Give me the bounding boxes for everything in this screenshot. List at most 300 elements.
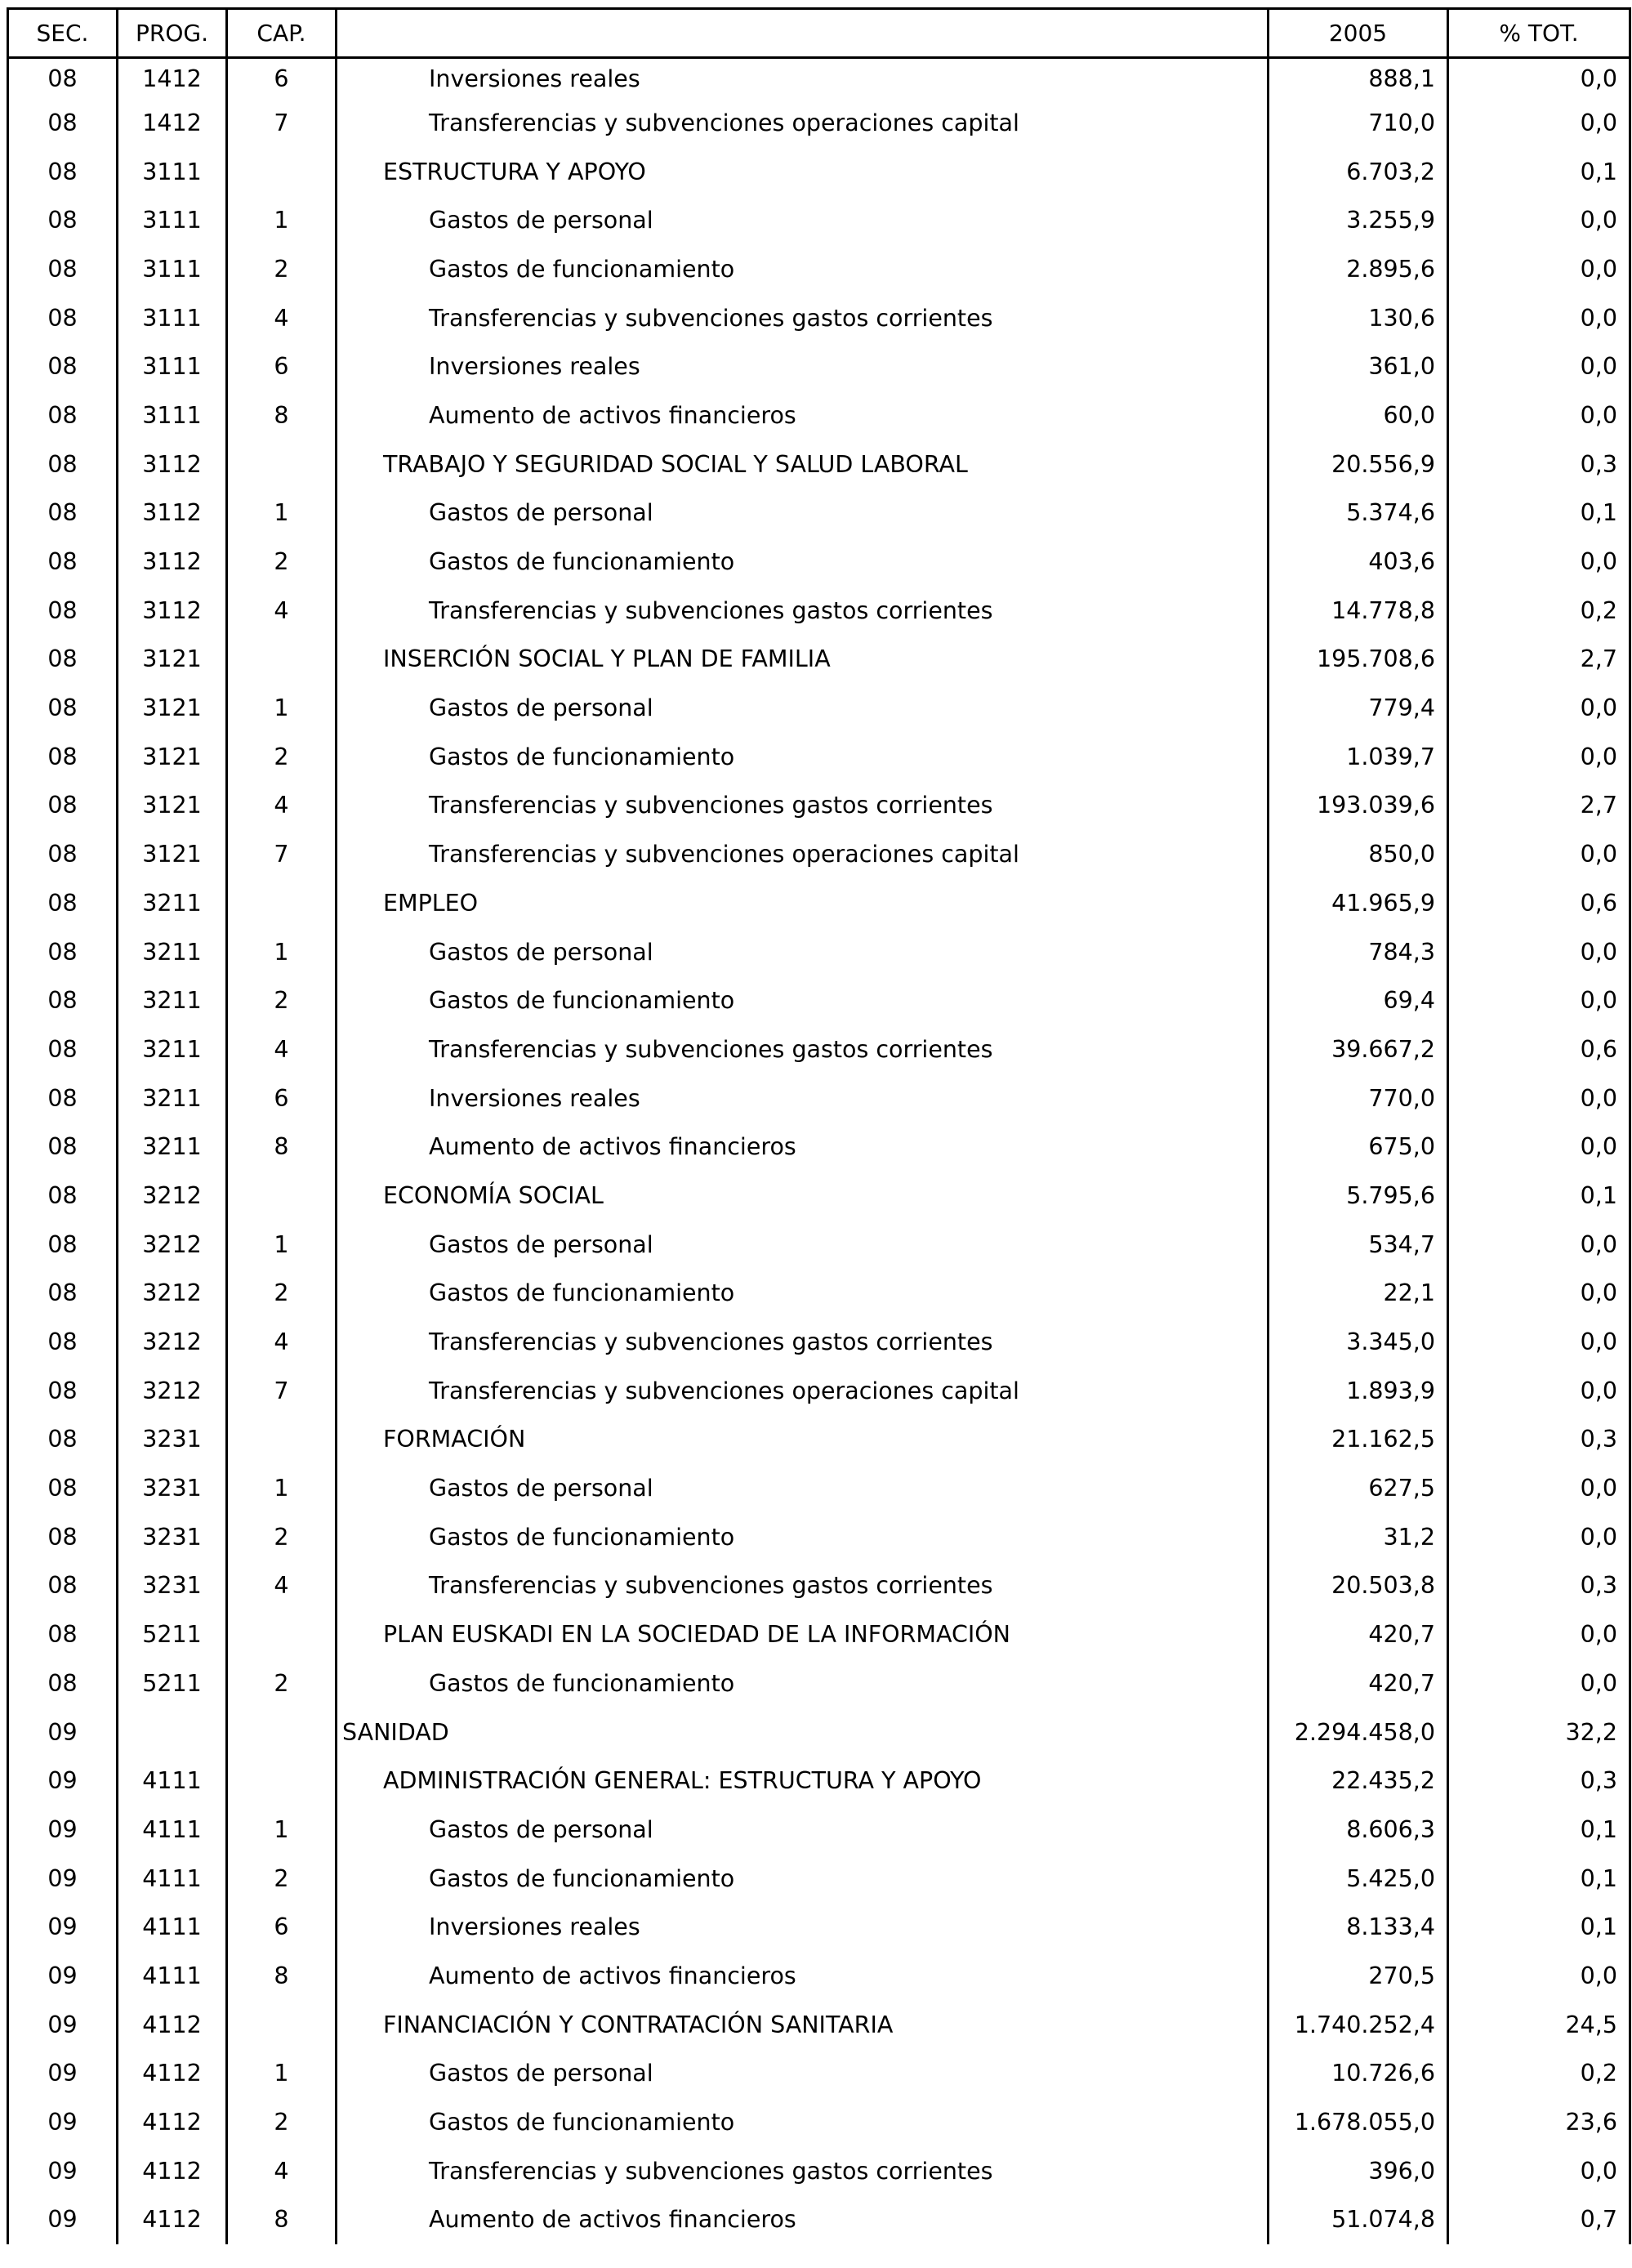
cell-prog: 3211 [118,1025,227,1074]
cell-cap [227,147,337,196]
cell-description: Gastos de funcionamiento [337,1854,1269,1903]
table-row [8,2000,1630,2049]
cell-description: Aumento de activos financieros [337,2195,1269,2244]
cell-prog: 3212 [118,1220,227,1269]
table-row [8,1025,1630,1074]
cell-pct-total: 0,0 [1448,1074,1630,1123]
cell-cap: 7 [227,830,337,879]
cell-prog: 4112 [118,2146,227,2195]
cell-sec: 09 [8,1952,118,2001]
cell-prog: 3211 [118,1074,227,1123]
table-row [8,1318,1630,1367]
table-row [8,732,1630,781]
cell-amount-2005: 51.074,8 [1269,2195,1448,2244]
cell-description: ESTRUCTURA Y APOYO [337,147,1269,196]
cell-prog: 3121 [118,830,227,879]
cell-prog: 3112 [118,538,227,587]
table-row [8,927,1630,976]
cell-pct-total: 32,2 [1448,1708,1630,1757]
cell-description: Gastos de funcionamiento [337,1512,1269,1561]
table-row [8,440,1630,489]
cell-amount-2005: 60,0 [1269,391,1448,440]
cell-amount-2005: 675,0 [1269,1123,1448,1172]
cell-sec: 08 [8,781,118,830]
cell-sec: 08 [8,489,118,538]
cell-prog: 4112 [118,2098,227,2147]
cell-pct-total: 0,0 [1448,196,1630,245]
cell-description: PLAN EUSKADI EN LA SOCIEDAD DE LA INFORMACIÓN [337,1610,1269,1659]
cell-pct-total: 0,1 [1448,1903,1630,1952]
header-description [337,9,1269,58]
cell-cap: 8 [227,391,337,440]
table-row [8,147,1630,196]
cell-cap: 2 [227,538,337,587]
cell-pct-total: 0,0 [1448,1464,1630,1513]
cell-description: SANIDAD [337,1708,1269,1757]
cell-amount-2005: 8.606,3 [1269,1806,1448,1855]
cell-sec: 08 [8,879,118,928]
cell-description: Gastos de personal [337,684,1269,733]
cell-amount-2005: 8.133,4 [1269,1903,1448,1952]
header-row [8,9,1630,58]
cell-amount-2005: 22,1 [1269,1269,1448,1318]
cell-cap: 4 [227,2146,337,2195]
cell-description: Gastos de funcionamiento [337,976,1269,1025]
cell-description: Transferencias y subvenciones gastos corrientes [337,2146,1269,2195]
cell-amount-2005: 1.740.252,4 [1269,2000,1448,2049]
cell-prog: 3111 [118,342,227,391]
cell-prog: 3231 [118,1561,227,1610]
cell-cap: 2 [227,1269,337,1318]
cell-prog: 3212 [118,1318,227,1367]
cell-amount-2005: 1.039,7 [1269,732,1448,781]
cell-prog: 3121 [118,781,227,830]
cell-cap: 1 [227,1220,337,1269]
cell-description: Transferencias y subvenciones operaciones capital [337,99,1269,148]
cell-description: EMPLEO [337,879,1269,928]
cell-pct-total: 0,0 [1448,927,1630,976]
cell-pct-total: 0,0 [1448,1123,1630,1172]
cell-description: FINANCIACIÓN Y CONTRATACIÓN SANITARIA [337,2000,1269,2049]
cell-amount-2005: 69,4 [1269,976,1448,1025]
cell-description: Gastos de personal [337,1464,1269,1513]
cell-pct-total: 0,1 [1448,489,1630,538]
cell-description: ADMINISTRACIÓN GENERAL: ESTRUCTURA Y APOYO [337,1757,1269,1806]
cell-amount-2005: 784,3 [1269,927,1448,976]
table-row [8,1708,1630,1757]
cell-description: Gastos de personal [337,927,1269,976]
cell-sec: 09 [8,1806,118,1855]
table-row [8,342,1630,391]
cell-prog: 4111 [118,1952,227,2001]
cell-amount-2005: 10.726,6 [1269,2049,1448,2098]
cell-cap: 4 [227,1318,337,1367]
cell-sec: 08 [8,1610,118,1659]
table-row [8,1269,1630,1318]
table-body [8,58,1630,2244]
cell-sec: 09 [8,2098,118,2147]
cell-cap: 1 [227,684,337,733]
table-row [8,781,1630,830]
cell-sec: 08 [8,635,118,684]
cell-amount-2005: 3.345,0 [1269,1318,1448,1367]
cell-prog: 3111 [118,196,227,245]
cell-amount-2005: 2.895,6 [1269,245,1448,294]
cell-description: Transferencias y subvenciones gastos corrientes [337,781,1269,830]
cell-prog: 1412 [118,58,227,99]
cell-prog: 4112 [118,2049,227,2098]
cell-prog: 3212 [118,1269,227,1318]
table-row [8,196,1630,245]
cell-cap: 4 [227,781,337,830]
cell-pct-total: 0,0 [1448,830,1630,879]
cell-prog: 3212 [118,1366,227,1415]
cell-cap: 6 [227,1074,337,1123]
cell-amount-2005: 39.667,2 [1269,1025,1448,1074]
cell-pct-total: 0,0 [1448,684,1630,733]
cell-pct-total: 0,0 [1448,342,1630,391]
cell-amount-2005: 22.435,2 [1269,1757,1448,1806]
cell-sec: 08 [8,1415,118,1464]
table-row [8,1512,1630,1561]
cell-prog: 3111 [118,293,227,342]
cell-cap: 8 [227,1952,337,2001]
cell-pct-total: 0,0 [1448,1659,1630,1708]
cell-amount-2005: 20.556,9 [1269,440,1448,489]
cell-cap [227,635,337,684]
cell-description: Gastos de funcionamiento [337,732,1269,781]
table-row [8,2195,1630,2244]
cell-prog: 3211 [118,927,227,976]
cell-cap: 8 [227,1123,337,1172]
table-row [8,1561,1630,1610]
cell-cap [227,1757,337,1806]
cell-sec: 08 [8,1464,118,1513]
cell-prog: 3112 [118,489,227,538]
cell-prog: 3211 [118,1123,227,1172]
header-prog: PROG. [118,9,227,58]
cell-cap: 1 [227,927,337,976]
cell-pct-total: 0,0 [1448,732,1630,781]
cell-cap: 1 [227,1806,337,1855]
cell-pct-total: 0,6 [1448,879,1630,928]
cell-description: Transferencias y subvenciones operaciones capital [337,1366,1269,1415]
cell-amount-2005: 20.503,8 [1269,1561,1448,1610]
cell-amount-2005: 420,7 [1269,1610,1448,1659]
cell-amount-2005: 770,0 [1269,1074,1448,1123]
cell-pct-total: 0,0 [1448,1220,1630,1269]
cell-description: Transferencias y subvenciones gastos corrientes [337,293,1269,342]
cell-sec: 08 [8,684,118,733]
cell-cap [227,1610,337,1659]
table-row [8,684,1630,733]
cell-amount-2005: 403,6 [1269,538,1448,587]
cell-cap [227,2000,337,2049]
cell-sec: 08 [8,1318,118,1367]
cell-pct-total: 0,3 [1448,1415,1630,1464]
cell-pct-total: 0,2 [1448,2049,1630,2098]
cell-sec: 08 [8,1123,118,1172]
cell-amount-2005: 2.294.458,0 [1269,1708,1448,1757]
cell-sec: 08 [8,1074,118,1123]
cell-amount-2005: 361,0 [1269,342,1448,391]
cell-amount-2005: 21.162,5 [1269,1415,1448,1464]
cell-prog: 3211 [118,976,227,1025]
cell-cap: 6 [227,1903,337,1952]
cell-description: INSERCIÓN SOCIAL Y PLAN DE FAMILIA [337,635,1269,684]
cell-sec: 09 [8,2146,118,2195]
table-row [8,1854,1630,1903]
cell-sec: 08 [8,1172,118,1221]
cell-description: ECONOMÍA SOCIAL [337,1172,1269,1221]
cell-amount-2005: 710,0 [1269,99,1448,148]
cell-prog: 5211 [118,1610,227,1659]
table-row [8,2049,1630,2098]
header-pct-total: % TOT. [1448,9,1630,58]
cell-sec: 09 [8,2049,118,2098]
cell-pct-total: 0,1 [1448,147,1630,196]
cell-cap: 2 [227,1512,337,1561]
cell-amount-2005: 5.425,0 [1269,1854,1448,1903]
cell-pct-total: 2,7 [1448,781,1630,830]
cell-prog [118,1708,227,1757]
cell-cap: 2 [227,1659,337,1708]
cell-cap: 2 [227,2098,337,2147]
table-row [8,1952,1630,2001]
cell-description: Aumento de activos financieros [337,1123,1269,1172]
cell-amount-2005: 14.778,8 [1269,586,1448,635]
cell-sec: 08 [8,440,118,489]
cell-cap: 4 [227,1025,337,1074]
cell-amount-2005: 41.965,9 [1269,879,1448,928]
header-cap: CAP. [227,9,337,58]
cell-description: Inversiones reales [337,1903,1269,1952]
table-row [8,99,1630,148]
cell-prog: 3211 [118,879,227,928]
cell-sec: 08 [8,1269,118,1318]
table-row [8,1074,1630,1123]
cell-cap: 2 [227,245,337,294]
cell-sec: 08 [8,196,118,245]
cell-prog: 3212 [118,1172,227,1221]
table-row [8,635,1630,684]
cell-sec: 08 [8,342,118,391]
table-row [8,976,1630,1025]
cell-amount-2005: 396,0 [1269,2146,1448,2195]
cell-sec: 08 [8,976,118,1025]
cell-pct-total: 0,0 [1448,58,1630,99]
table-row [8,586,1630,635]
cell-description: Gastos de funcionamiento [337,1659,1269,1708]
cell-amount-2005: 779,4 [1269,684,1448,733]
cell-pct-total: 0,3 [1448,440,1630,489]
cell-prog: 3231 [118,1464,227,1513]
cell-description: Inversiones reales [337,342,1269,391]
table-row [8,1415,1630,1464]
cell-pct-total: 0,3 [1448,1757,1630,1806]
cell-cap [227,879,337,928]
cell-pct-total: 0,0 [1448,1610,1630,1659]
cell-description: Transferencias y subvenciones gastos corrientes [337,586,1269,635]
cell-prog: 4111 [118,1806,227,1855]
cell-cap [227,1415,337,1464]
cell-pct-total: 0,2 [1448,586,1630,635]
table-row [8,293,1630,342]
cell-prog: 3112 [118,440,227,489]
cell-description: Gastos de funcionamiento [337,2098,1269,2147]
cell-pct-total: 0,0 [1448,1269,1630,1318]
cell-amount-2005: 1.893,9 [1269,1366,1448,1415]
cell-description: Aumento de activos financieros [337,1952,1269,2001]
cell-description: FORMACIÓN [337,1415,1269,1464]
table-row [8,2098,1630,2147]
cell-cap: 6 [227,58,337,99]
cell-cap: 1 [227,489,337,538]
cell-cap: 1 [227,2049,337,2098]
cell-cap: 4 [227,293,337,342]
cell-sec: 09 [8,1903,118,1952]
cell-sec: 08 [8,830,118,879]
table-row [8,1172,1630,1221]
cell-prog: 5211 [118,1659,227,1708]
cell-amount-2005: 420,7 [1269,1659,1448,1708]
cell-cap: 7 [227,1366,337,1415]
cell-cap: 2 [227,732,337,781]
cell-description: Transferencias y subvenciones operaciones capital [337,830,1269,879]
cell-pct-total: 0,0 [1448,1366,1630,1415]
cell-pct-total: 0,0 [1448,976,1630,1025]
cell-description: Gastos de personal [337,2049,1269,2098]
cell-amount-2005: 193.039,6 [1269,781,1448,830]
cell-cap [227,440,337,489]
cell-pct-total: 0,1 [1448,1172,1630,1221]
cell-sec: 08 [8,1220,118,1269]
cell-sec: 08 [8,1659,118,1708]
cell-pct-total: 0,3 [1448,1561,1630,1610]
cell-amount-2005: 1.678.055,0 [1269,2098,1448,2147]
cell-prog: 3231 [118,1415,227,1464]
header-year: 2005 [1269,9,1448,58]
cell-pct-total: 0,0 [1448,245,1630,294]
table-row [8,1806,1630,1855]
cell-pct-total: 0,0 [1448,1952,1630,2001]
table-row [8,2146,1630,2195]
table-row [8,538,1630,587]
cell-description: Gastos de funcionamiento [337,538,1269,587]
budget-table [7,7,1631,2244]
cell-prog: 1412 [118,99,227,148]
table-row [8,391,1630,440]
cell-amount-2005: 5.374,6 [1269,489,1448,538]
cell-amount-2005: 6.703,2 [1269,147,1448,196]
cell-pct-total: 0,1 [1448,1854,1630,1903]
cell-pct-total: 0,0 [1448,293,1630,342]
cell-description: Inversiones reales [337,58,1269,99]
cell-sec: 09 [8,1854,118,1903]
table-row [8,245,1630,294]
cell-description: Transferencias y subvenciones gastos corrientes [337,1025,1269,1074]
table-row [8,1659,1630,1708]
cell-amount-2005: 888,1 [1269,58,1448,99]
cell-sec: 08 [8,391,118,440]
table-row [8,1464,1630,1513]
cell-amount-2005: 850,0 [1269,830,1448,879]
table-row [8,489,1630,538]
cell-pct-total: 2,7 [1448,635,1630,684]
cell-sec: 08 [8,1512,118,1561]
cell-prog: 4111 [118,1757,227,1806]
cell-description: Gastos de funcionamiento [337,1269,1269,1318]
table-row [8,879,1630,928]
cell-cap: 4 [227,586,337,635]
cell-cap: 2 [227,1854,337,1903]
table-row [8,1610,1630,1659]
cell-cap [227,1172,337,1221]
cell-sec: 08 [8,293,118,342]
cell-amount-2005: 130,6 [1269,293,1448,342]
cell-sec: 09 [8,1757,118,1806]
cell-cap: 7 [227,99,337,148]
cell-pct-total: 0,0 [1448,538,1630,587]
cell-prog: 3111 [118,391,227,440]
cell-cap: 2 [227,976,337,1025]
cell-prog: 3111 [118,245,227,294]
cell-amount-2005: 270,5 [1269,1952,1448,2001]
cell-description: TRABAJO Y SEGURIDAD SOCIAL Y SALUD LABORAL [337,440,1269,489]
cell-sec: 08 [8,538,118,587]
cell-description: Gastos de personal [337,1220,1269,1269]
cell-description: Transferencias y subvenciones gastos corrientes [337,1318,1269,1367]
cell-amount-2005: 3.255,9 [1269,196,1448,245]
cell-amount-2005: 627,5 [1269,1464,1448,1513]
cell-prog: 3111 [118,147,227,196]
cell-amount-2005: 195.708,6 [1269,635,1448,684]
cell-amount-2005: 534,7 [1269,1220,1448,1269]
cell-pct-total: 0,0 [1448,99,1630,148]
cell-description: Aumento de activos financieros [337,391,1269,440]
cell-description: Gastos de funcionamiento [337,245,1269,294]
cell-pct-total: 0,6 [1448,1025,1630,1074]
cell-cap: 1 [227,196,337,245]
cell-sec: 08 [8,99,118,148]
table-row [8,1757,1630,1806]
cell-prog: 3121 [118,684,227,733]
cell-sec: 08 [8,1366,118,1415]
cell-pct-total: 23,6 [1448,2098,1630,2147]
cell-sec: 09 [8,1708,118,1757]
cell-prog: 3121 [118,635,227,684]
cell-sec: 08 [8,586,118,635]
cell-description: Inversiones reales [337,1074,1269,1123]
cell-pct-total: 0,0 [1448,1318,1630,1367]
table-row [8,1123,1630,1172]
table-row [8,58,1630,99]
cell-sec: 08 [8,1561,118,1610]
cell-pct-total: 0,0 [1448,2146,1630,2195]
cell-amount-2005: 5.795,6 [1269,1172,1448,1221]
cell-cap: 4 [227,1561,337,1610]
cell-pct-total: 0,0 [1448,391,1630,440]
cell-pct-total: 0,0 [1448,1512,1630,1561]
cell-description: Gastos de personal [337,1806,1269,1855]
cell-description: Gastos de personal [337,489,1269,538]
cell-cap: 8 [227,2195,337,2244]
cell-cap [227,1708,337,1757]
table-row [8,1366,1630,1415]
cell-sec: 08 [8,58,118,99]
cell-sec: 08 [8,732,118,781]
cell-cap: 1 [227,1464,337,1513]
